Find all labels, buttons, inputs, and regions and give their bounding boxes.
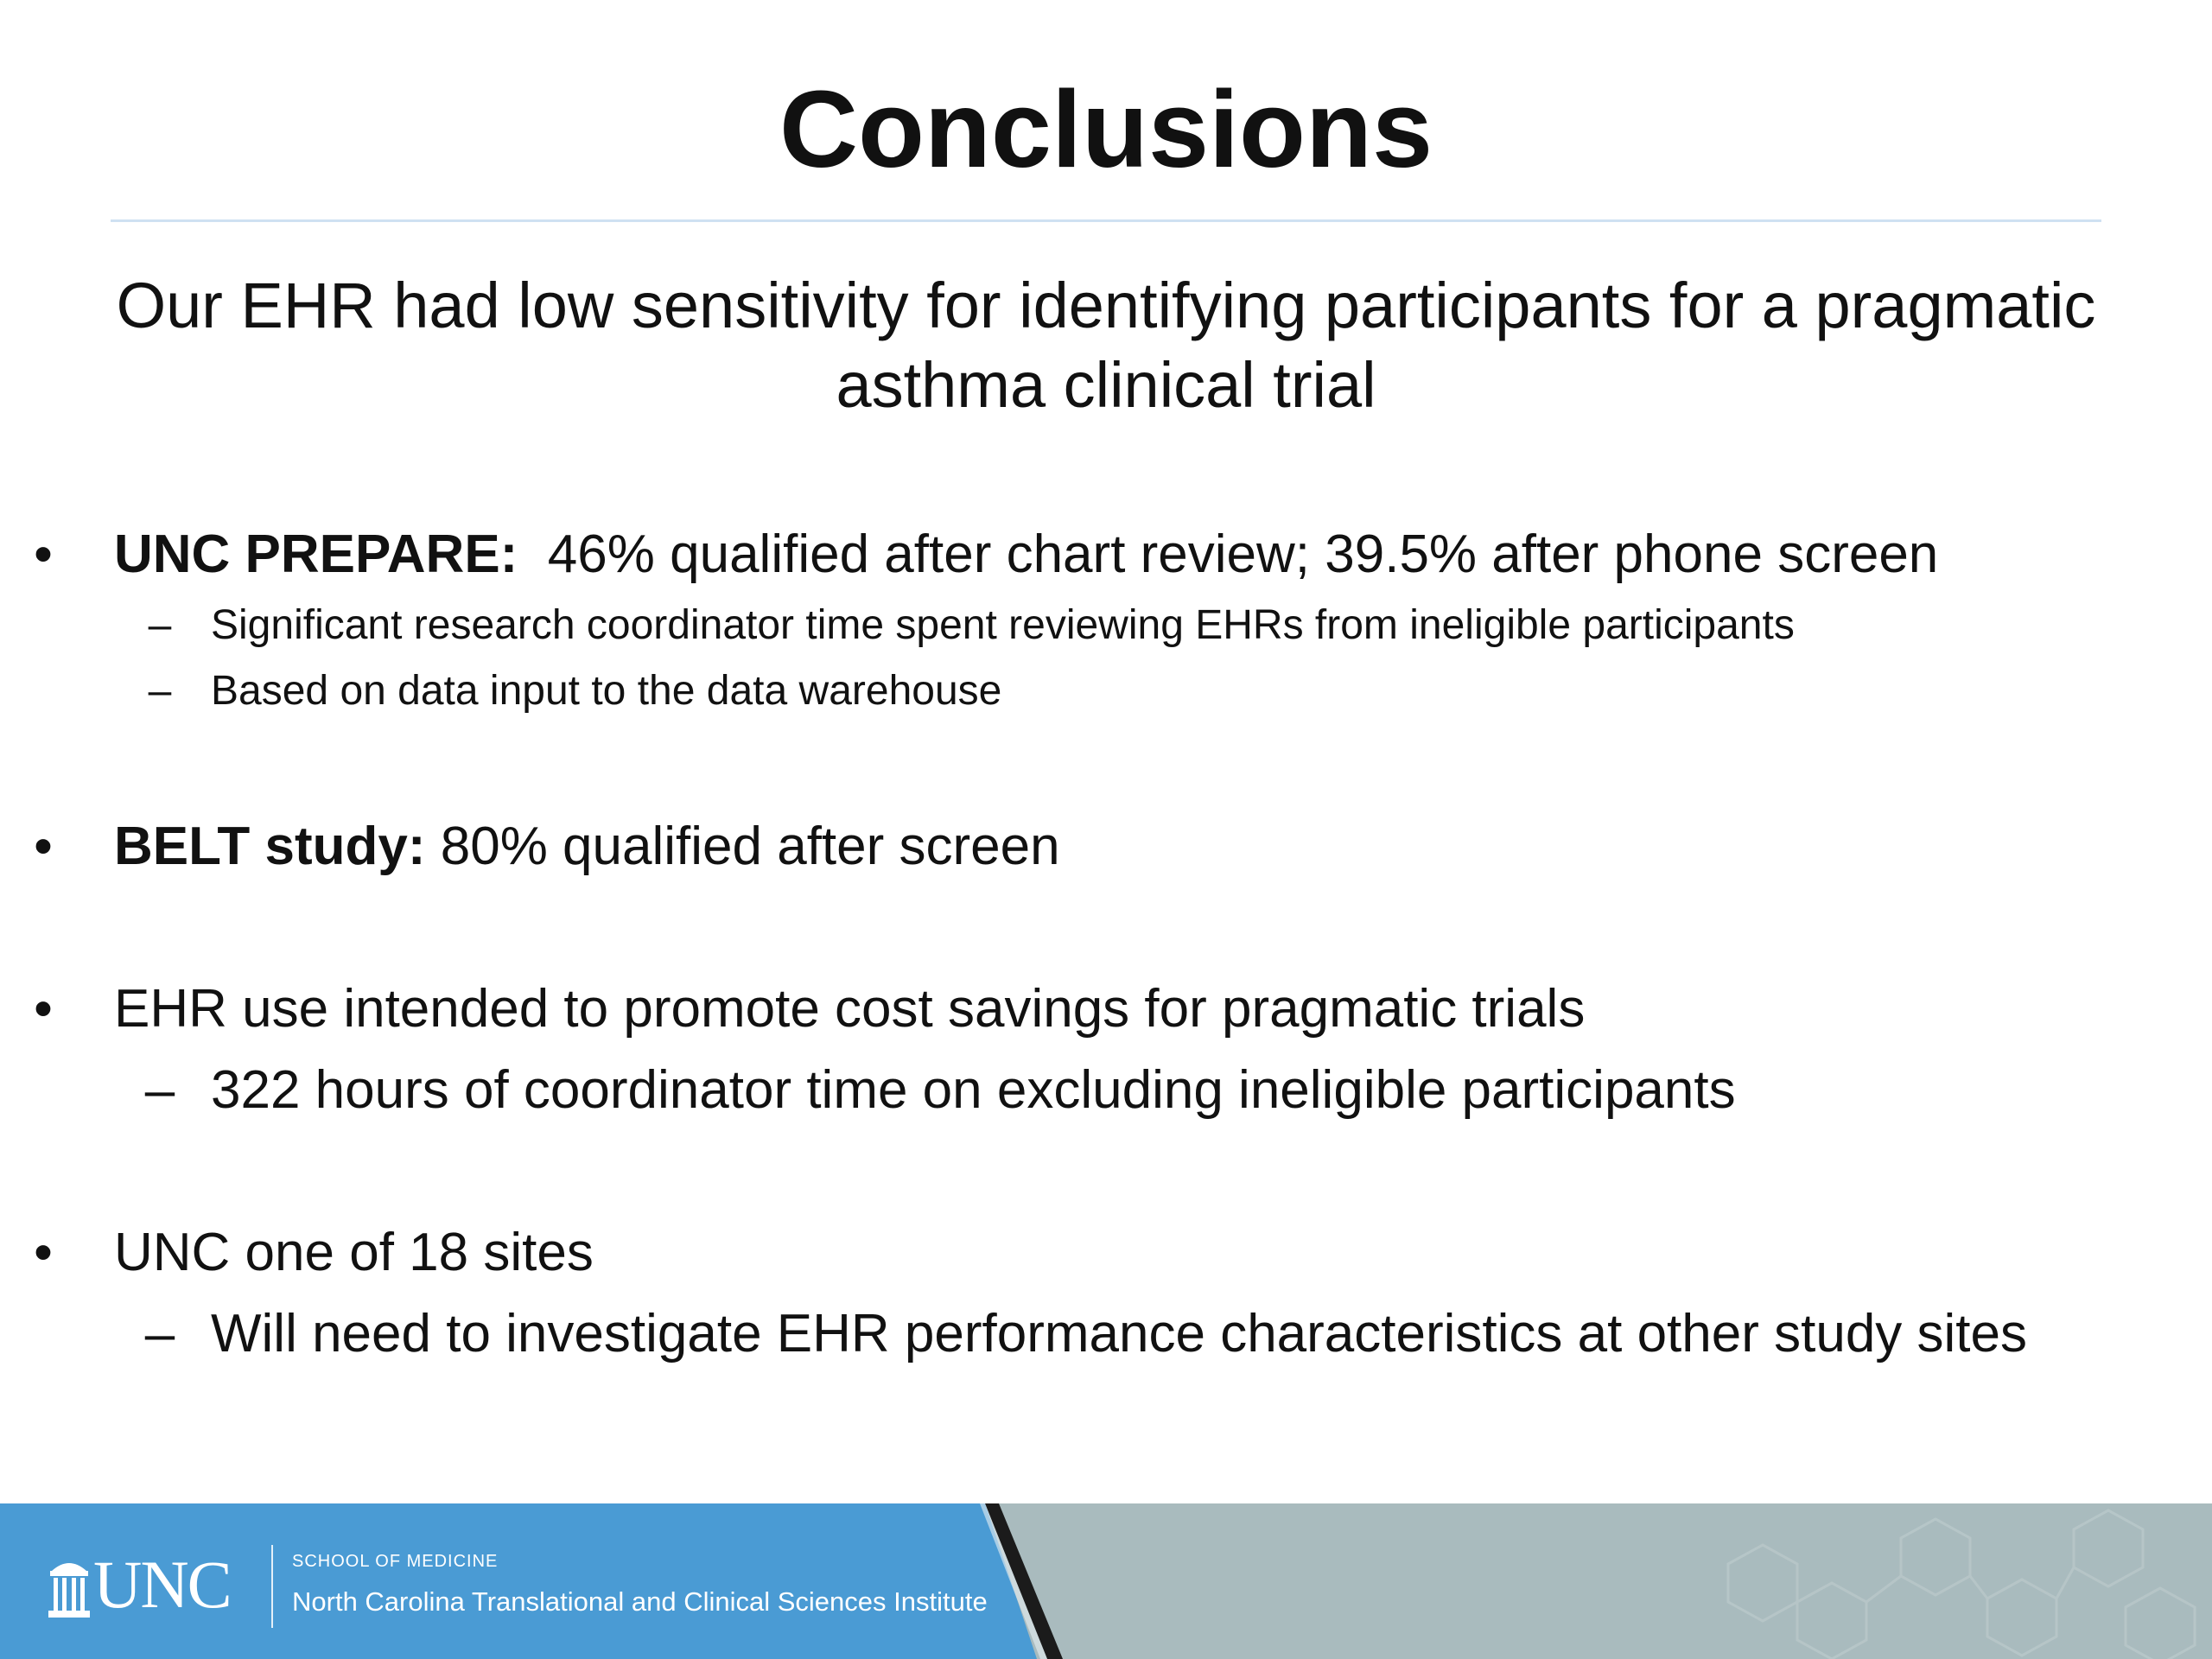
footer-pattern <box>0 1503 2212 1659</box>
bullet-text: UNC one of 18 sites <box>114 1223 594 1282</box>
bullet-dot: • <box>34 1223 53 1282</box>
slide-subtitle: Our EHR had low sensitivity for identifying participants for a pragmatic asthma clinical trial <box>116 270 2096 421</box>
sub-bullet-dash: – <box>144 1304 175 1363</box>
sub-bullet-text: 322 hours of coordinator time on excluding ineligible participants <box>211 1060 1736 1120</box>
unc-logo-text: UNC <box>93 1547 231 1622</box>
bullet-dot: • <box>34 979 53 1039</box>
sub-bullet-text: Will need to investigate EHR performance characteristics at other study sites <box>211 1304 2028 1363</box>
bullet-bold-label: BELT study: <box>114 817 426 876</box>
sub-bullet-text: Significant research coordinator time spent reviewing EHRs from ineligible participants <box>211 602 1795 648</box>
school-label: SCHOOL OF MEDICINE <box>292 1552 499 1571</box>
bullet-dot: • <box>34 817 53 876</box>
old-well-icon <box>47 1554 92 1619</box>
bullet-text <box>114 812 1060 881</box>
bullet-body: 80% qualified after screen <box>425 817 1060 876</box>
sub-bullet-dash: – <box>144 1060 175 1120</box>
bullet-body: 46% qualified after chart review; 39.5% after phone screen <box>518 524 1939 584</box>
unc-logo <box>93 1547 231 1622</box>
bullet-text: EHR use intended to promote cost savings for pragmatic trials <box>114 979 1586 1039</box>
sub-bullet-dash: – <box>148 602 172 648</box>
bullet-bold-label: UNC PREPARE: <box>114 524 518 584</box>
hexagon-pattern-icon <box>1728 1510 2195 1659</box>
sub-bullet-dash: – <box>148 668 172 714</box>
logo-divider <box>271 1545 273 1628</box>
slide-title: Conclusions <box>779 68 1433 190</box>
sub-bullet-text: Based on data input to the data warehouse <box>211 668 1002 714</box>
bullet-text <box>114 520 1938 589</box>
footer-band <box>0 1503 2212 1659</box>
institute-label: North Carolina Translational and Clinical Sciences Institute <box>292 1586 988 1617</box>
bullet-dot: • <box>34 524 53 584</box>
